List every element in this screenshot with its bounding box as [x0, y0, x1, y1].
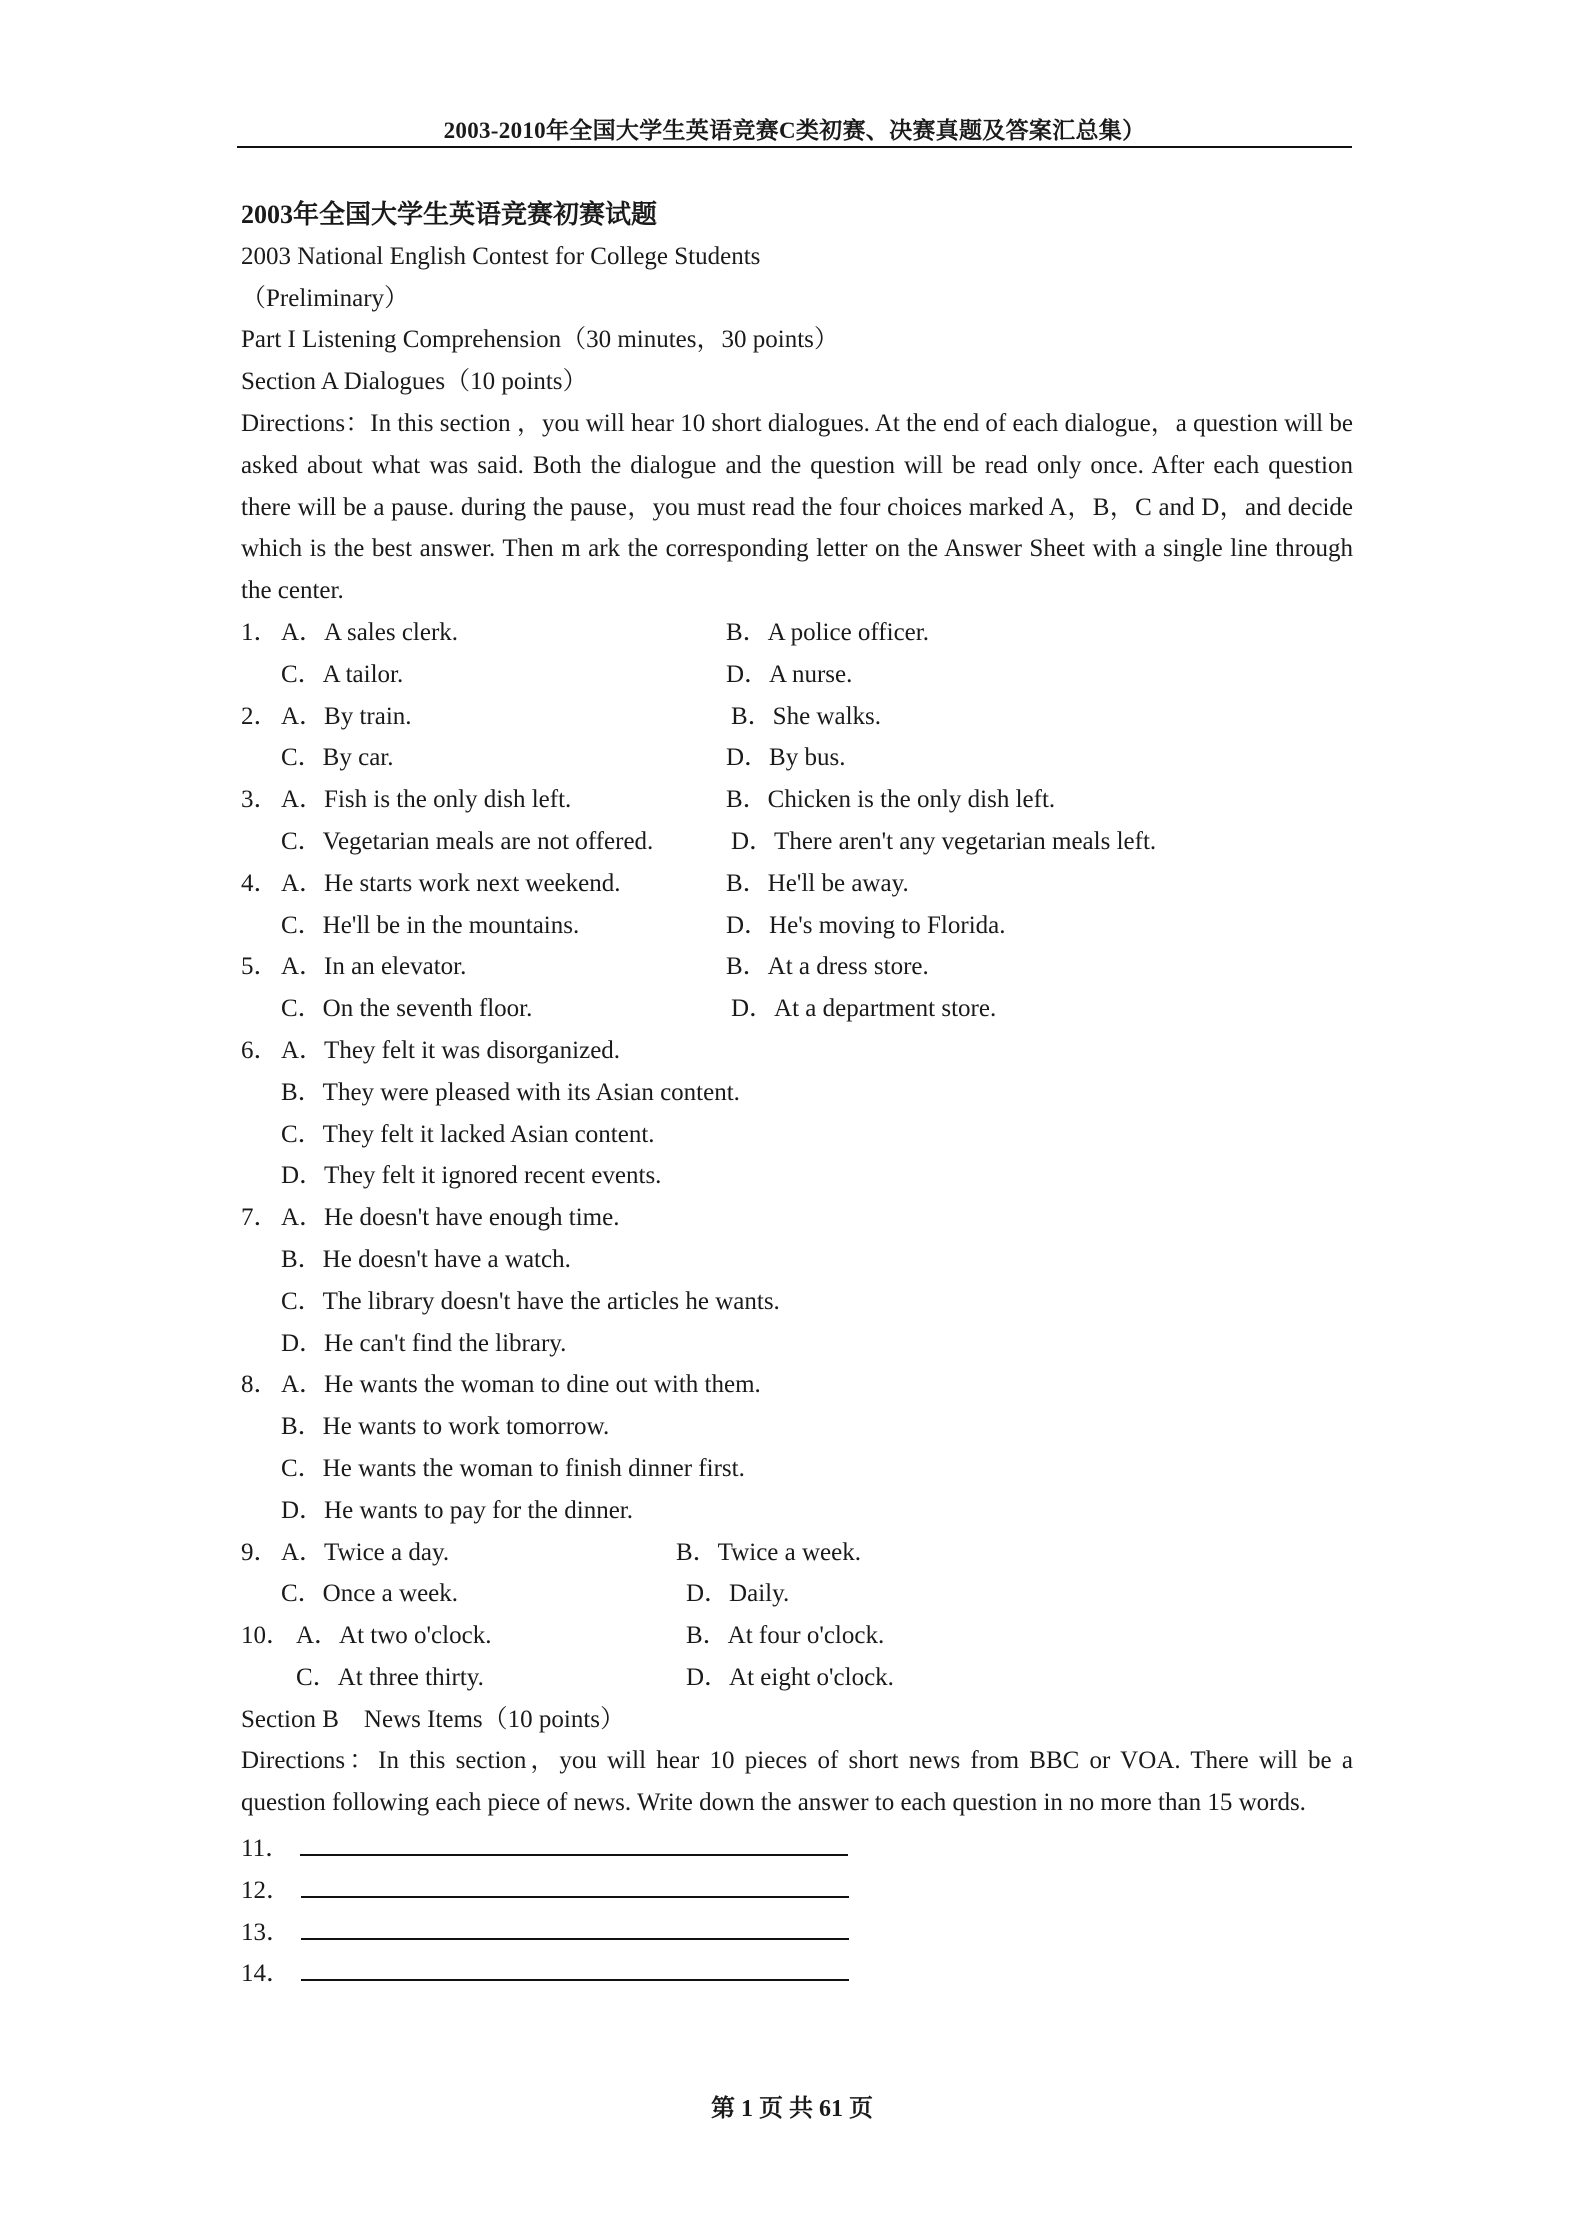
option-a: A．In an elevator.	[281, 953, 467, 981]
directions-a: Directions：In this section ，you will hear 10 short dialogues. At the end of each dialogue，a question will be asked about what was said. Both the dialogue and the question will be read only once. After each question there will be a pause. during the pause，you must read the four choices marked A，B，C and D，and decide which is the best answer. Then m ark the corresponding letter on the Answer Sheet with a single line through the center.	[241, 409, 1353, 605]
question-5-row-2	[241, 988, 1353, 1030]
question-6-row-1	[241, 1030, 1353, 1072]
question-6-row-4	[241, 1155, 1353, 1197]
option-c: C．They felt it lacked Asian content.	[281, 1120, 655, 1148]
option-b: B．He doesn't have a watch.	[281, 1245, 571, 1273]
title-english: 2003 National English Contest for College Students	[241, 242, 761, 270]
question-2-row-1	[241, 696, 1353, 738]
option-a: A．They felt it was disorganized.	[281, 1036, 621, 1064]
option-c: C．On the seventh floor.	[281, 995, 533, 1023]
answer-line-14	[241, 1949, 1353, 1991]
question-number: 2．	[241, 702, 279, 730]
header-rule	[237, 146, 1352, 148]
answer-line-13	[241, 1908, 1353, 1950]
option-a: A．He starts work next weekend.	[281, 869, 621, 897]
question-number: 5．	[241, 953, 279, 981]
answer-line-11	[241, 1824, 1353, 1866]
document-body	[241, 194, 1353, 1991]
question-3-row-1	[241, 779, 1353, 821]
option-d: D．A nurse.	[726, 660, 853, 688]
answer-blank[interactable]	[301, 1866, 849, 1898]
running-header: 2003-2010年全国大学生英语竞赛C类初赛、决赛真题及答案汇总集）	[443, 118, 1146, 143]
question-8-row-4	[241, 1490, 1353, 1532]
option-a: A．He doesn't have enough time.	[281, 1204, 620, 1232]
directions-b: Directions：In this section，you will hear 10 pieces of short news from BBC or VOA. There will be a question following each piece of news. Write down the answer to each question in no more than 15 words.	[241, 1747, 1353, 1817]
option-c: C．Vegetarian meals are not offered.	[281, 827, 654, 855]
option-a: A．At two o'clock.	[296, 1622, 492, 1650]
question-6-row-3	[241, 1114, 1353, 1156]
option-b: B．She walks.	[731, 702, 882, 730]
page-footer: 第 1 页 共 61 页	[711, 2096, 873, 2122]
option-d: D．There aren't any vegetarian meals left.	[731, 827, 1157, 855]
question-8-row-1	[241, 1364, 1353, 1406]
question-8-row-3	[241, 1448, 1353, 1490]
question-2-row-2	[241, 737, 1353, 779]
option-b: B．Twice a week.	[676, 1538, 861, 1566]
question-number: 3．	[241, 786, 279, 814]
option-d: D．He's moving to Florida.	[726, 911, 1006, 939]
part-heading: Part I Listening Comprehension（30 minutes，30 points）	[241, 326, 839, 354]
answer-blank[interactable]	[300, 1824, 848, 1856]
question-6-row-2	[241, 1072, 1353, 1114]
question-5-row-1	[241, 946, 1353, 988]
question-1-row-2	[241, 654, 1353, 696]
option-d: D．Daily.	[686, 1580, 790, 1608]
question-10-row-2	[241, 1657, 1353, 1699]
answer-line-12	[241, 1866, 1353, 1908]
option-c: C．He wants the woman to finish dinner first.	[281, 1454, 745, 1482]
title-chinese: 2003年全国大学生英语竞赛初赛试题	[241, 200, 658, 229]
option-d: D．They felt it ignored recent events.	[281, 1162, 662, 1190]
option-d: D．He wants to pay for the dinner.	[281, 1496, 634, 1524]
answer-number: 13．	[241, 1918, 292, 1946]
answer-number: 14．	[241, 1960, 292, 1988]
option-a: A．A sales clerk.	[281, 618, 459, 646]
answer-blank[interactable]	[301, 1949, 849, 1981]
option-a: A．He wants the woman to dine out with them.	[281, 1371, 761, 1399]
question-number: 8．	[241, 1371, 279, 1399]
option-a: A．Fish is the only dish left.	[281, 786, 572, 814]
question-7-row-4	[241, 1323, 1353, 1365]
question-number: 6．	[241, 1036, 279, 1064]
option-c: C．The library doesn't have the articles he wants.	[281, 1287, 780, 1315]
question-7-row-2	[241, 1239, 1353, 1281]
option-c: C．He'll be in the mountains.	[281, 911, 580, 939]
question-1-row-1	[241, 612, 1353, 654]
option-b: B．At a dress store.	[726, 953, 929, 981]
question-9-row-1	[241, 1532, 1353, 1574]
question-3-row-2	[241, 821, 1353, 863]
subtitle: （Preliminary）	[241, 284, 410, 312]
option-b: B．A police officer.	[726, 618, 929, 646]
question-4-row-1	[241, 863, 1353, 905]
option-b: B．At four o'clock.	[686, 1622, 885, 1650]
answer-number: 11．	[241, 1835, 291, 1863]
option-c: C．At three thirty.	[296, 1663, 484, 1691]
answer-blank[interactable]	[301, 1908, 849, 1940]
option-c: C．By car.	[281, 744, 394, 772]
question-10-row-1	[241, 1615, 1353, 1657]
option-b: B．Chicken is the only dish left.	[726, 786, 1056, 814]
question-8-row-2	[241, 1406, 1353, 1448]
question-number: 1．	[241, 618, 279, 646]
section-b-heading: Section B News Items（10 points）	[241, 1705, 626, 1733]
option-a: A．Twice a day.	[281, 1538, 450, 1566]
option-d: D．At a department store.	[731, 995, 997, 1023]
question-7-row-3	[241, 1281, 1353, 1323]
question-number: 4．	[241, 869, 279, 897]
question-number: 10．	[241, 1622, 292, 1650]
option-c: C．A tailor.	[281, 660, 404, 688]
question-4-row-2	[241, 905, 1353, 947]
answer-number: 12．	[241, 1876, 292, 1904]
option-a: A．By train.	[281, 702, 412, 730]
option-b: B．He'll be away.	[726, 869, 909, 897]
section-a-heading: Section A Dialogues（10 points）	[241, 368, 588, 396]
question-number: 7．	[241, 1204, 279, 1232]
option-b: B．He wants to work tomorrow.	[281, 1413, 610, 1441]
option-d: D．He can't find the library.	[281, 1329, 567, 1357]
question-number: 9．	[241, 1538, 279, 1566]
question-9-row-2	[241, 1573, 1353, 1615]
option-c: C．Once a week.	[281, 1580, 459, 1608]
option-d: D．By bus.	[726, 744, 846, 772]
option-b: B．They were pleased with its Asian content.	[281, 1078, 740, 1106]
question-7-row-1	[241, 1197, 1353, 1239]
option-d: D．At eight o'clock.	[686, 1663, 894, 1691]
